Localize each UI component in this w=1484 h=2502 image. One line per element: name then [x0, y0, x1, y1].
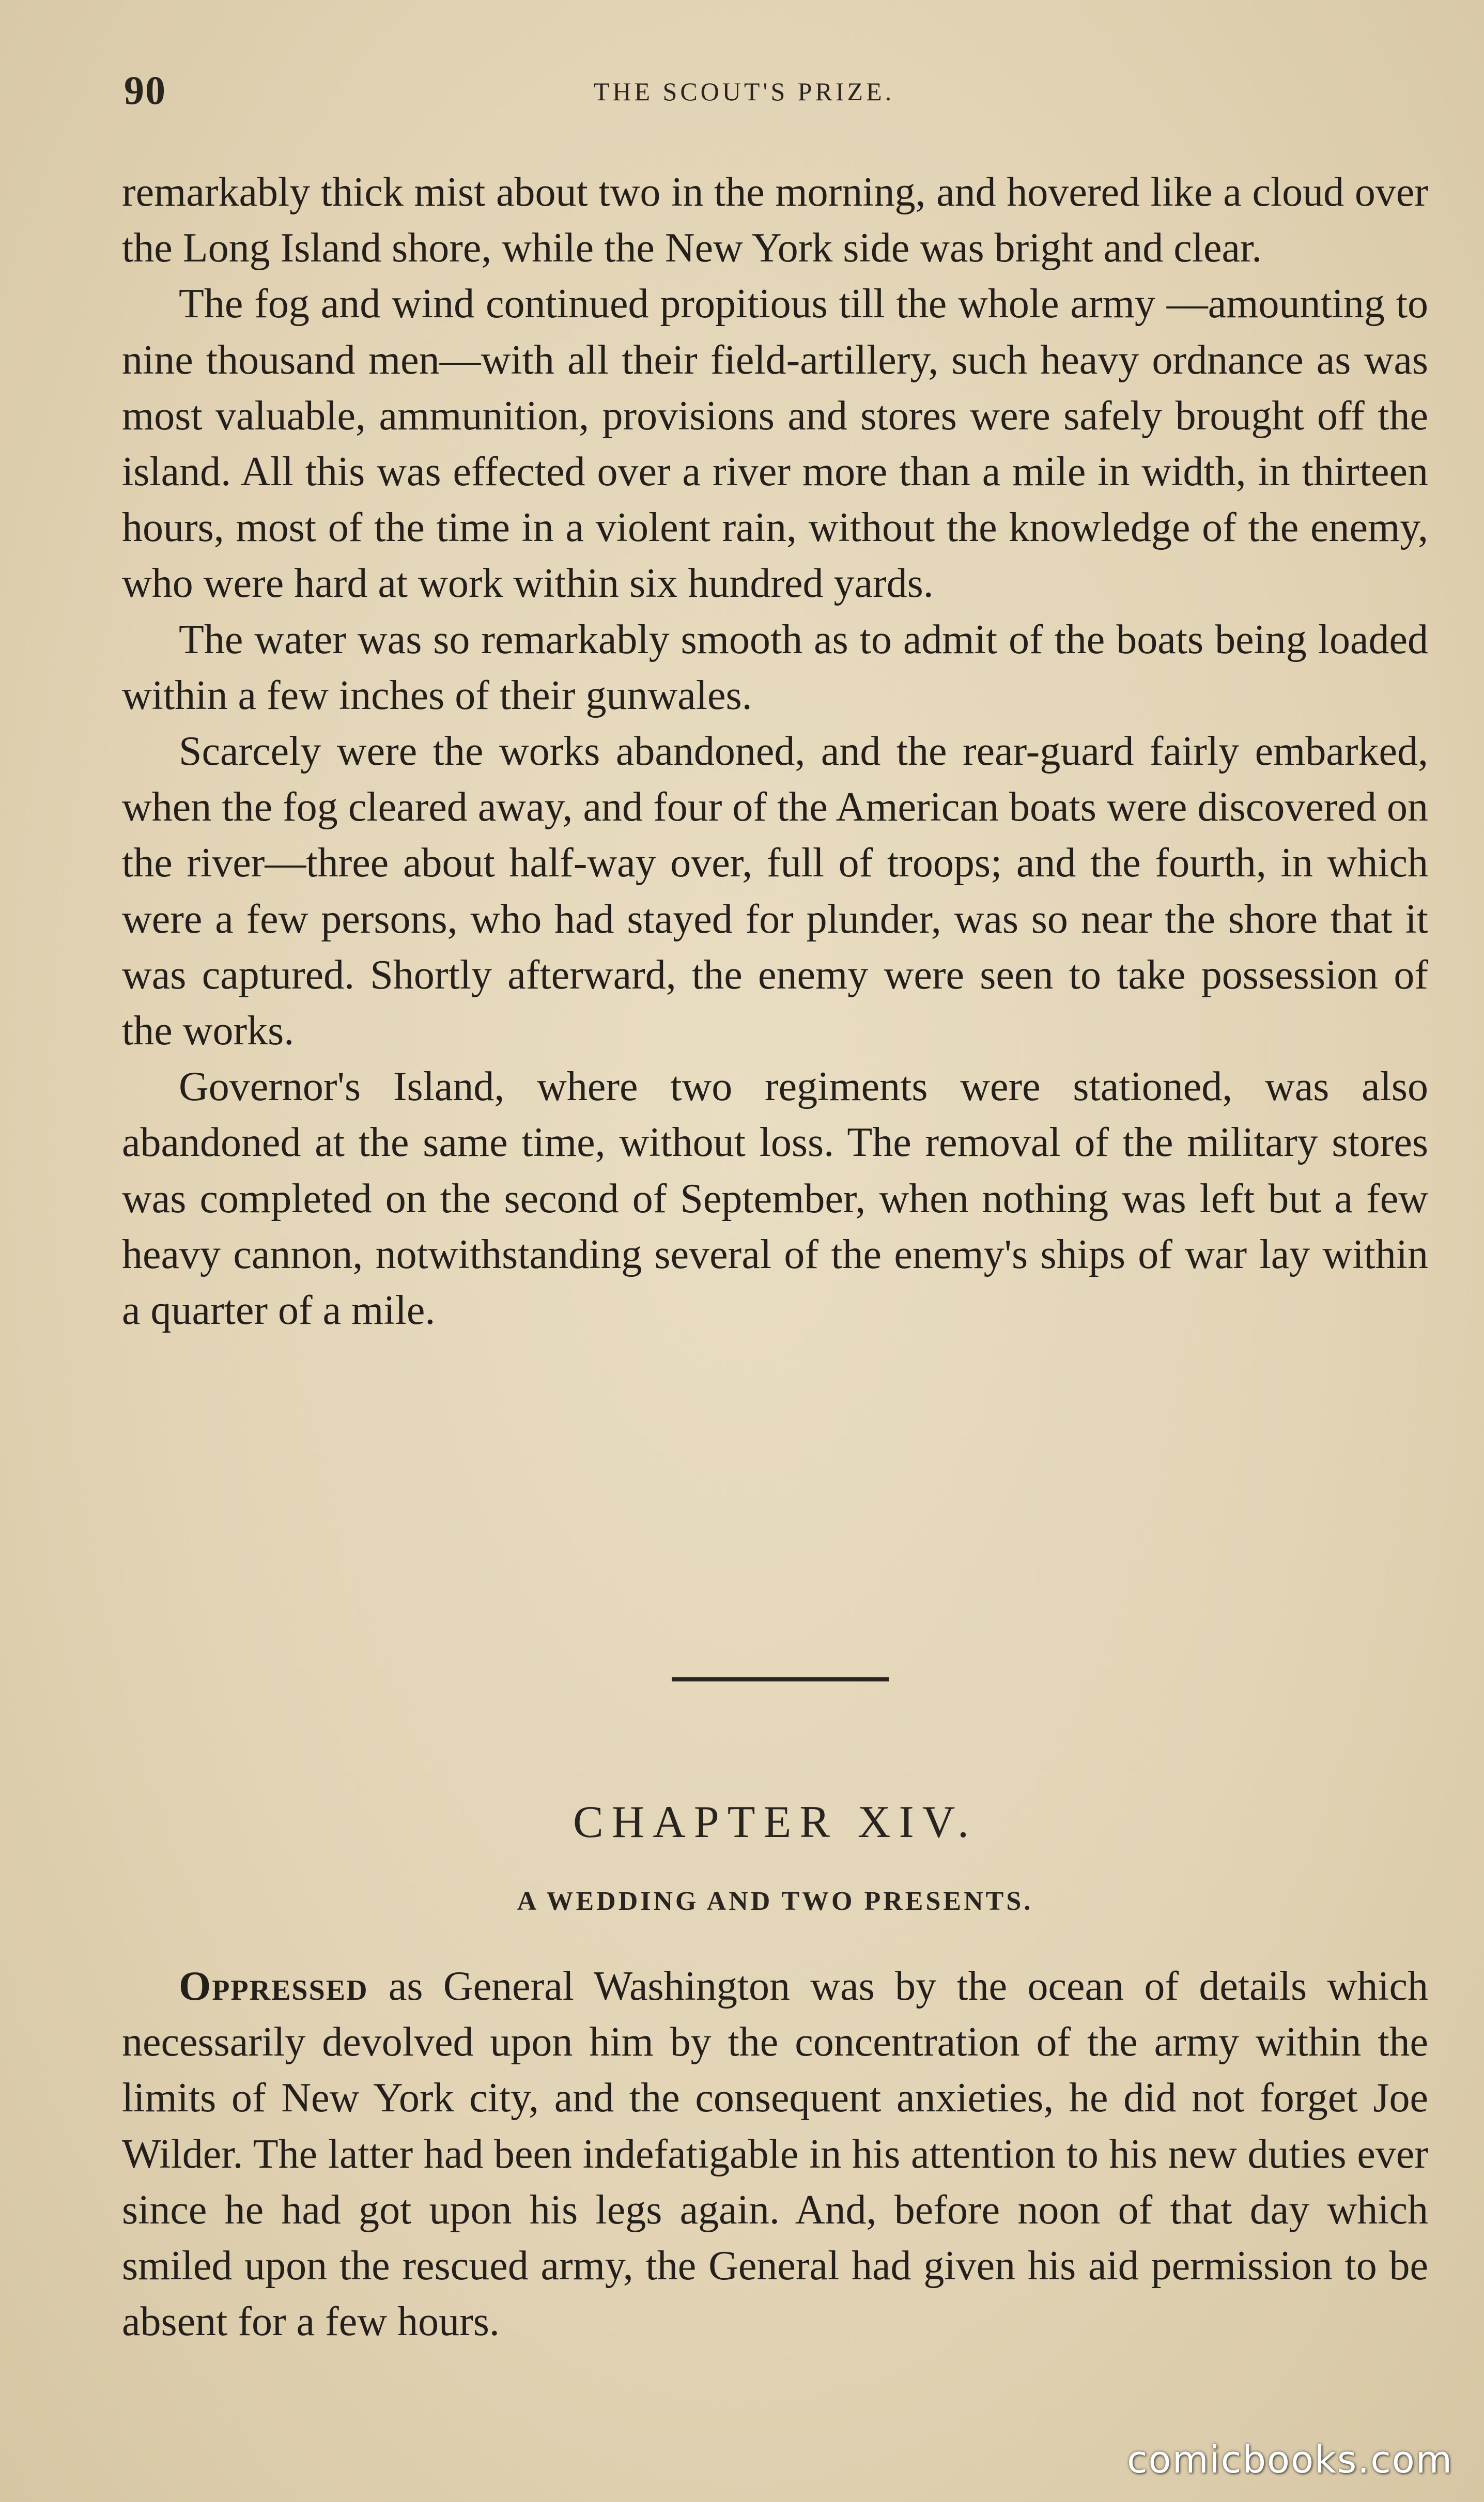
chapter-subtitle: A WEDDING AND TWO PRESENTS. [517, 1887, 1033, 1916]
chapter-text [122, 1958, 1428, 2350]
paragraph-3: The water was so remarkably smooth as to admit of the boats being loaded within a few inches of their gunwales. [122, 616, 1428, 718]
chapter-lead-word: Oppressed [179, 1964, 368, 2009]
page-header [124, 62, 1364, 124]
running-head: THE SCOUT'S PRIZE. [593, 77, 895, 106]
chapter-paragraph-1 [122, 1958, 1428, 2350]
page-number: 90 [124, 68, 166, 113]
paragraph-2: The fog and wind continued propitious till the whole army —amounting to nine thousand men—with all their field-artillery, such heavy ordnance as was most valuable, ammunition, provisions and stores were safely brought off the island. All this was effected over a river more than a mile in width, in thirteen hours, most of the time in a violent rain, without the knowledge of the enemy, who were hard at work within six hundred yards. [122, 281, 1428, 607]
paragraph-1: remarkably thick mist about two in the morning, and hovered like a cloud over the Long Island shore, while the New York side was bright and clear. [122, 169, 1428, 271]
paragraph-5: Governor's Island, where two regiments were stationed, was also abandoned at the same time, without loss. The removal of the military stores was completed on the second of September, when nothing was left but a few heavy cannon, notwithstanding several of the enemy's ships of war lay within a quarter of a mile. [122, 1064, 1428, 1334]
paragraph-4: Scarcely were the works abandoned, and the rear-guard fairly embarked, when the fog cleared away, and four of the American boats were discovered on the river—three about half-way over, full of troops; and the fourth, in which were a few persons, who had stayed for plunder, was so near the shore that it was captured. Shortly afterward, the enemy were seen to take possession of the works. [122, 729, 1428, 1054]
watermark: comicbooks.com [1126, 2438, 1453, 2481]
section-divider-rule [672, 1677, 889, 1681]
chapter-title: CHAPTER XIV. [573, 1797, 977, 1847]
body-text [122, 164, 1428, 1338]
chapter-paragraph-1-rest: as General Washington was by the ocean of details which necessarily devolved upon him by the concentration of the army within the limits of New York city, and the consequent anxieties, he did not forget Joe Wilder. The latter had been indefatigable in his attention to his new duties ever since he had got upon his legs again. And, before noon of that day which smiled upon the rescued army, the General had given his aid permission to be absent for a few hours. [122, 1964, 1428, 2345]
